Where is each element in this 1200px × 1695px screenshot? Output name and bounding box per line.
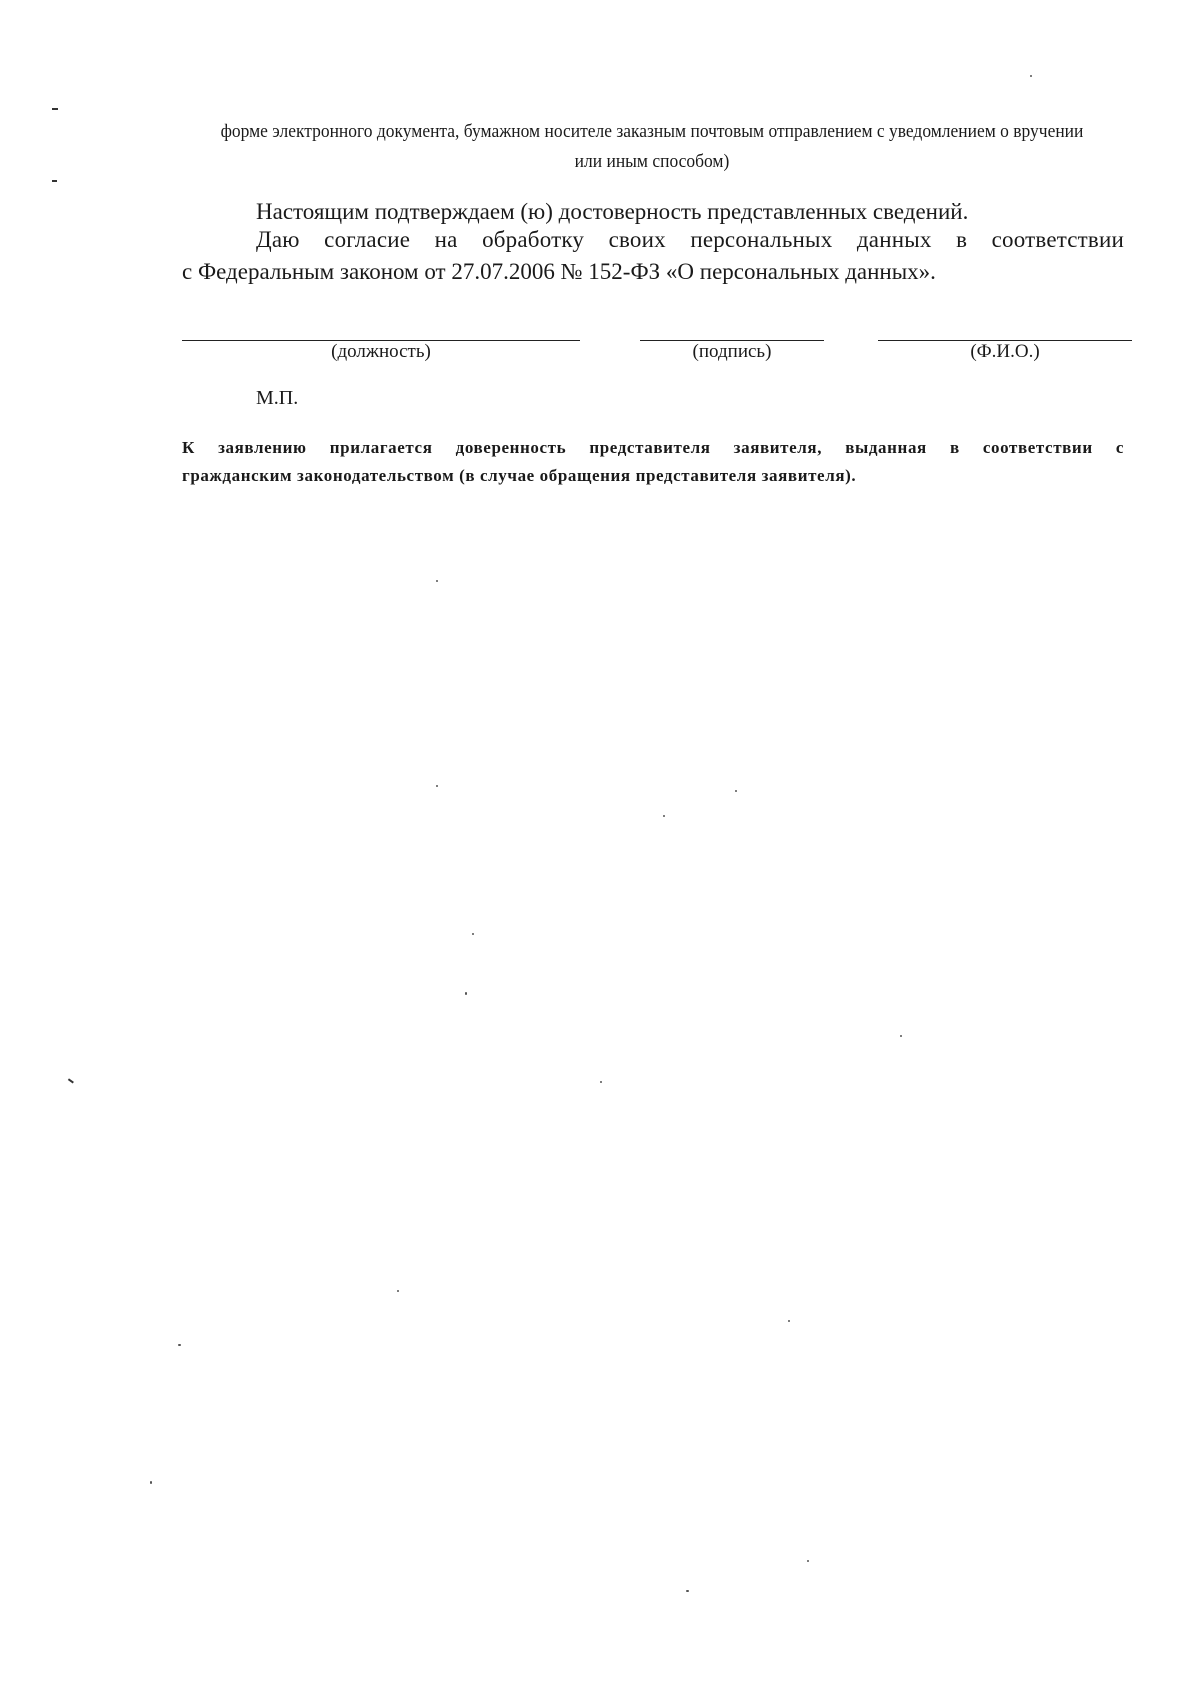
full-name-label: (Ф.И.О.) (970, 341, 1040, 362)
scan-speck (472, 933, 474, 935)
scan-speck (686, 1590, 689, 1592)
scan-speck (735, 790, 737, 792)
scan-speck (150, 1481, 152, 1484)
scan-speck (465, 992, 467, 995)
scan-speck (178, 1344, 181, 1346)
scan-speck (1030, 75, 1032, 77)
consent-statement (182, 224, 1124, 288)
scan-mark (68, 1078, 74, 1083)
scan-speck (600, 1081, 602, 1083)
scan-speck (663, 815, 665, 817)
scan-speck (807, 1560, 809, 1562)
stamp-place-label: М.П. (256, 387, 299, 409)
scan-mark (52, 180, 57, 182)
delivery-method-note: форме электронного документа, бумажном носителе заказным почтовым отправлением с уведомлением о вручении или иным способом) (220, 121, 1084, 172)
consent-line-1: Даю согласие на обработку своих персональных данных в соответствии (256, 227, 1124, 252)
scan-mark (52, 108, 58, 110)
attachment-line-2: гражданским законодательством (в случае обращения представителя заявителя). (182, 466, 857, 485)
scan-speck (397, 1290, 399, 1292)
scan-speck (436, 580, 438, 582)
scan-speck (788, 1320, 790, 1322)
signature-label: (подпись) (692, 341, 772, 362)
scan-speck (900, 1035, 902, 1037)
confirmation-statement: Настоящим подтверждаем (ю) достоверность представленных сведений. (256, 199, 969, 224)
position-label: (должность) (331, 341, 431, 362)
scan-speck (436, 785, 438, 787)
attachment-line-1: К заявлению прилагается доверенность представителя заявителя, выданная в соответствии с (182, 438, 1124, 457)
attachment-note (182, 434, 1124, 490)
consent-line-2: с Федеральным законом от 27.07.2006 № 152-ФЗ «О персональных данных». (182, 259, 936, 284)
